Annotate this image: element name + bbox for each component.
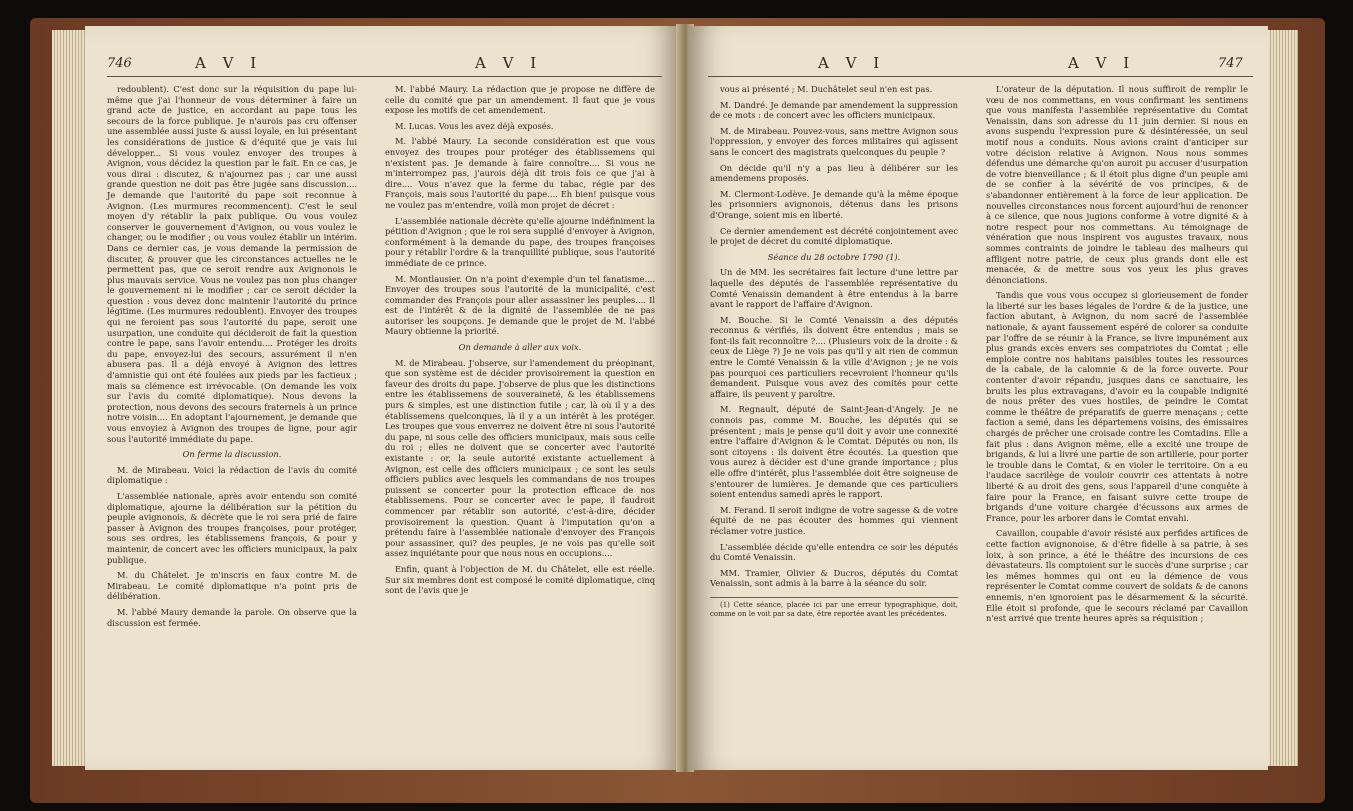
right-page <box>688 26 1268 770</box>
right-running-head-2: A V I <box>1068 54 1136 72</box>
paragraph: M. Dandré. Je demande par amendement la suppression de ce mots : de concert avec les officiers municipaux. <box>710 99 958 121</box>
paragraph: M. l'abbé Maury. La rédaction que je propose ne diffère de celle du comité que par un amendement. Il faut que je vous expose les motifs de cet amendement. <box>385 84 655 116</box>
paragraph: Un de MM. les secrétaires fait lecture d'une lettre par laquelle des députés de l'assemblée représentative du Comté Venaissin demandent à être entendus à la barre avant le rapport de l'affaire d'Avignon. <box>710 267 958 310</box>
paragraph: Cavaillon, coupable d'avoir résisté aux perfides artifices de cette faction avignonoise, & d'être fidelle à sa patrie, à ses loix, à son prince, a été le théâtre des incursions de ces dévastateurs. Ils comptoient sur le succès d'une surprise ; car les mêmes hommes qui ont eu la démence de vous représenter le Comtat comme couvert de soldats & de canons ennemis, n'en ignoroient pas le désarmement & la sécurité. Elle étoit si profonde, que le secours réclamé par Cavaillon n'est arrivé que trente heures après sa réquisition ; <box>986 528 1248 624</box>
right-column-2 <box>986 84 1248 629</box>
paragraph: L'orateur de la députation. Il nous suffiroit de remplir le vœu de nos commettans, en vous confirmant les sentimens que vous manifesta l'assemblée représentative du Comtat Venaissin, dans son adresse du 11 juin dernier. Si nous en avons suspendu l'expression pure & désintéressée, un seul motif nous a conduits. Nous avions craint d'anticiper sur votre décision relative à Avignon. Nous nous sommes défendus une démarche qu'on auroit pu accuser d'usurpation de votre bienveillance ; & il étoit plus digne d'un peuple ami de se confier à la sévérité de vos principes, & de s'abandonner entièrement à la force de leur application. De nouvelles circonstances nous forcent aujourd'hui de renoncer à ce silence, que nous jugions conforme à votre dignité & à notre respect pour nos commettans. Au témoignage de vénération que nous inspirent vos augustes travaux, nous sommes contraints de joindre le tableau des malheurs qui affligent notre patrie, de ceux plus grands dont elle est menacée, & de mettre sous vos yeux les plus graves dénonciations. <box>986 84 1248 285</box>
paragraph: MM. Tramier, Olivier & Ducros, députés du Comtat Venaissin, sont admis à la barre à la séance du soir. <box>710 567 958 589</box>
paragraph: M. Montlausier. On n'a point d'exemple d'un tel fanatisme.... Envoyer des troupes sous l'autorité de la municipalité, c'est commander des François pour aller assassiner les peuples.... Il est de l'intérêt & de la dignité de l'assemblée de ne pas autoriser les soupçons. Je demande que le projet de M. l'abbé Maury obtienne la priorité. <box>385 273 655 337</box>
left-column-1 <box>107 84 357 633</box>
right-running-head-1: A V I <box>818 54 886 72</box>
section-heading: Séance du 28 octobre 1790 (1). <box>767 251 901 262</box>
footnote: (1) Cette séance, placée ici par une erreur typographique, doit, comme on le voit par sa date, être reportée avant les précédentes. <box>710 597 958 619</box>
paragraph: L'assemblée décide qu'elle entendra ce soir les députés du Comté Venaissin. <box>710 541 958 563</box>
right-head-rule <box>708 76 1253 77</box>
paragraph: M. Bouche. Si le Comté Venaissin a des députés reconnus & vérifiés, ils doivent être entendus ; mais se font-ils fait reconnoître ?.... (Plusieurs voix de la droite : & ceux de Liège ?) Je ne vois pas qu'il y ait rien de commun entre le Comté Venaissin & la ville d'Avignon ; je ne vois pas pourquoi ces particuliers recevroient l'honneur qu'ils demandent. Puisque vous avez des comités pour cette affaire, ils peuvent y paroître. <box>710 314 958 399</box>
paragraph: M. l'abbé Maury demande la parole. On observe que la discussion est fermée. <box>107 606 357 628</box>
paragraph: Ce dernier amendement est décrété conjointement avec le projet de décret du comité diplomatique. <box>710 225 958 247</box>
paragraph: vous ai présenté ; M. Duchâtelet seul n'en est pas. <box>720 84 933 94</box>
paragraph: M. l'abbé Maury. La seconde considération est que vous envoyez des troupes pour protéger des établissemens qui n'existent pas. Je demande à faire connoître.... Si vous ne m'interrompez pas, j'aurois déjà dit trois fois ce que j'ai à dire.... Vous n'avez que la ferme du tabac, régie par des François, mais sous l'autorité du pape.... Eh bien! puisque vous ne voulez pas m'entendre, voilà mon projet de décret : <box>385 136 655 210</box>
paragraph: M. de Mirabeau. Pouvez-vous, sans mettre Avignon sous l'oppression, y envoyer des forces militaires qui agissent sans le concert des magistrats quelconques du peuple ? <box>710 125 958 157</box>
paragraph: L'assemblée nationale, après avoir entendu son comité diplomatique, ajourne la délibération sur la pétition du peuple avignonois, & décrète que le roi sera prié de faire passer à Avignon des troupes françoises, pour protéger, sous ses ordres, les établissemens françois, & pour y maintenir, de concert avec les officiers municipaux, la paix publique. <box>107 490 357 565</box>
paragraph: L'assemblée nationale décrète qu'elle ajourne indéfiniment la pétition d'Avignon ; que le roi sera supplié d'envoyer à Avignon, conformément à la demande du pape, des troupes françoises pour y rétablir l'ordre & la tranquillité publique, sous l'autorité immédiate de ce prince. <box>385 215 655 268</box>
paragraph: M. Lucas. Vous les avez déjà exposés. <box>395 120 554 131</box>
left-folio: 746 <box>107 56 132 71</box>
paragraph: On décide qu'il n'y a pas lieu à délibérer sur les amendemens proposés. <box>710 162 958 184</box>
paragraph: Enfin, quant à l'objection de M. du Châtelet, elle est réelle. Sur six membres dont est composé le comité diplomatique, cinq sont de l'avis que je <box>385 563 655 596</box>
paragraph: On demande à aller aux voix. <box>458 342 582 353</box>
paragraph: Tandis que vous vous occupez si glorieusement de fonder la liberté sur les bases légales de l'ordre & de la justice, une faction abutant, à Avignon, du nom sacré de l'assemblée nationale, & ayant faussement espéré de colorer sa conduite par l'offre de se réunir à la France, se livre impunément aux plus grands excès envers ses compatriotes du Comtat ; elle emploie contre nos habitans paisibles toutes les ressources de la cabale, de la calomnie & de la force ouverte. Pour contenter d'avoir répandu, jusques dans ce sanctuaire, les bruits les plus extravagans, d'avoir eu la coupable indignité de nous prêter des vues hostiles, de peindre le Comtat comme le théâtre de préparatifs de guerre menaçans ; cette faction a semé, dans les départemens voisins, des émissaires chargés de prêcher une croisade contre les Comtadins. Elle a fait plus : dans Avignon même, elle a excité une troupe de brigands, & lui a livré une partie de son artillerie, pour porter le trouble dans le Comtat, & en violer le territoire. On a eu l'audace sacrilège de vouloir couvrir ces attentats à notre liberté & au droit des gens, sous l'appareil d'une conquête à faire pour la France, en faisant suivre cette troupe de brigands d'une voiture chargée d'écussons aux armes de France, pour les arborer dans le Comtat envahi. <box>986 290 1248 523</box>
left-running-head-1: A V I <box>195 54 263 72</box>
right-column-1 <box>710 84 958 624</box>
right-folio: 747 <box>1218 56 1243 71</box>
paragraph: M. de Mirabeau. Voici la rédaction de l'avis du comité diplomatique : <box>107 464 357 486</box>
paragraph: M. Ferand. Il seroit indigne de votre sagesse & de votre équité de ne pas écouter des hommes qui viennent réclamer votre justice. <box>710 504 958 536</box>
paragraph: M. de Mirabeau. J'observe, sur l'amendement du préopinant, que son système est de décider provisoirement la question en faveur des droits du pape. J'observe de plus que les distinctions entre les établissemens de souveraineté, & les établissemens purs & simples, est une distinction futile ; car, là où il y a des établissemens quelconques, là il y a un intérêt à les protéger. Les troupes que vous enverrez ne doivent être ni sous l'autorité du pape, ni sous celle des officiers municipaux, mais sous celle du roi ; elles ne doivent que se concerter avec l'autorité existante : or, la seule autorité existante actuellement à Avignon, est celle des officiers municipaux ; ce sont les seuls officiers publics avec lesquels les commandans de nos troupes puissent se concerter pour la protection efficace de nos établissemens. Pour se concerter avec le pape, il faudroit commencer par rétablir son autorité, c'est-à-dire, décider provisoirement la question. Quant à l'imputation qu'on a prétendu faire à l'assemblée nationale d'envoyer des François pour assassiner, qui? des peuples, je ne vois pas qu'elle soit assez inquiétante pour que nous nous en occupions.... <box>385 357 655 559</box>
paragraph: redoublent). C'est donc sur la réquisition du pape lui-même que j'ai l'honneur de vous déterminer à faire un grand acte de justice, en accordant au pape tous les secours de la force publique. Je n'aurois pas cru offenser une assemblée aussi juste & aussi loyale, en lui présentant les considérations de justice & d'équité que je vais lui développer... Si vous voulez envoyer des troupes à Avignon, vous décidez la question par le fait. En ce cas, je vous dirai : discutez, & n'ajournez pas ; car une aussi grande question ne doit pas être jugée sans discussion.... Je demande que l'autorité du pape soit reconnue à Avignon. (Les murmures recommencent). C'est le seul moyen d'y rétablir la paix publique. Ou vous voulez conserver le gouvernement d'Avignon, ou vous voulez le changer, ou le modifier ; ou vous voulez établir un intérim. Dans ce dernier cas, je vous demande la permission de discuter, & prouver que les circonstances actuelles ne le permettent pas, que ce seroit rendre aux Avignonois le plus mauvais service. Vous ne voulez pas non plus changer le gouvernement ni le modifier ; car ce seroit décider la question : vous devez donc maintenir l'autorité du prince légitime. (Les murmures redoublent). Envoyer des troupes qui ne feroient pas sous l'autorité du pape, seroit une usurpation, une conduite qui décideroit de fait la question contre le pape, sans l'avoir entendu.... Protéger les droits du pape, envoyez-lui des secours, assurément il n'en abusera pas. Il a déjà envoyé à Avignon des lettres d'amnistie qui ont été foulées aux pieds par les factieux ; mais sa clémence est irrévocable. (On demande les voix sur l'avis du comité diplomatique). Nous devons la protection, nous devons des secours fraternels à un prince notre voisin.... En adoptant l'ajournement, je demande que vous envoyiez à Avignon des troupes de ligne, pour agir sous l'autorité immédiate du pape. <box>107 84 357 444</box>
paragraph: On ferme la discussion. <box>182 449 282 460</box>
paragraph: M. du Châtelet. Je m'inscris en faux contre M. de Mirabeau. Le comité diplomatique n'a point pris de délibération. <box>107 570 357 602</box>
left-page <box>85 26 681 770</box>
left-head-rule <box>107 76 662 77</box>
left-column-2 <box>385 84 655 601</box>
left-running-head-2: A V I <box>475 54 543 72</box>
paragraph: M. Clermont-Lodève. Je demande qu'à la même époque les prisonniers avignonois, détenus dans les prisons d'Orange, soient mis en liberté. <box>710 188 958 220</box>
paragraph: M. Regnault, député de Saint-Jean-d'Angely. Je ne connois pas, comme M. Bouche, les députés qui se présentent ; mais je pense qu'il doit y avoir une connexité entre l'affaire d'Avignon & le Comtat. Députés ou non, ils sont citoyens : ils doivent être écoutés. La question que vous aurez à décider est d'une grande importance ; plus elle offre d'intérêt, plus l'assemblée doit être soigneuse de s'entourer de lumières. Je demande que ces particuliers soient entendus samedi après le rapport. <box>710 404 958 500</box>
